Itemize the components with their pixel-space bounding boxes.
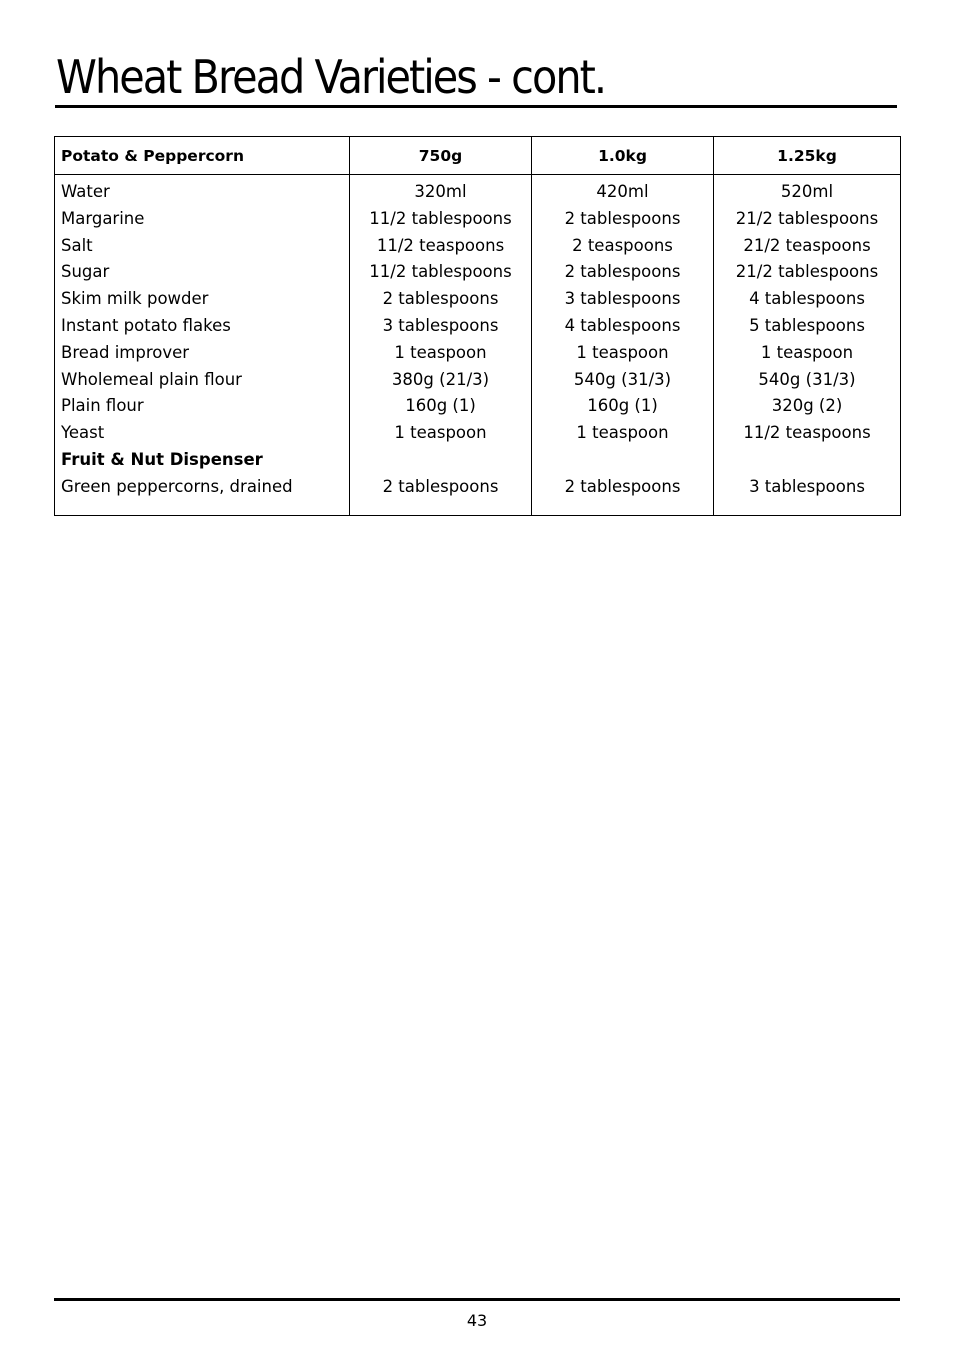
header-1-0kg: 1.0kg bbox=[532, 137, 714, 175]
page-title: Wheat Bread Varieties - cont. bbox=[56, 50, 606, 104]
quantity-750g: 320ml bbox=[414, 182, 467, 201]
quantity-1-25kg bbox=[714, 447, 900, 474]
ingredient-name: Margarine bbox=[61, 208, 145, 228]
ingredient-column bbox=[55, 175, 350, 516]
quantity-1-0kg: 1 teaspoon bbox=[576, 342, 669, 362]
table-body-row bbox=[55, 175, 901, 516]
quantity-750g: 160g (1) bbox=[405, 396, 476, 416]
quantity-1-25kg: 540g (31/3) bbox=[758, 369, 856, 389]
quantity-750g: 1 teaspoon bbox=[394, 342, 487, 362]
quantity-1-0kg: 2 tablespoons bbox=[564, 262, 681, 282]
ingredient-name: Fruit & Nut Dispenser bbox=[61, 449, 263, 469]
footer-rule bbox=[54, 1298, 900, 1301]
quantity-column-1-25kg bbox=[714, 175, 901, 516]
quantity-750g: 380g (21/3) bbox=[391, 369, 490, 389]
quantity-1-0kg: 3 tablespoons bbox=[564, 289, 681, 309]
quantity-750g bbox=[350, 447, 531, 474]
page-number: 43 bbox=[466, 1311, 488, 1330]
quantity-column-1-0kg bbox=[532, 175, 714, 516]
quantity-1-0kg: 1 teaspoon bbox=[576, 423, 669, 443]
quantity-750g: 1 teaspoon bbox=[394, 423, 487, 443]
quantity-1-0kg: 2 teaspoons bbox=[572, 235, 673, 255]
quantity-750g: 2 tablespoons bbox=[382, 476, 499, 496]
quantity-750g: 3 tablespoons bbox=[382, 315, 499, 335]
ingredient-name: Water bbox=[61, 182, 110, 201]
quantity-1-0kg: 4 tablespoons bbox=[564, 315, 681, 335]
recipe-table bbox=[54, 136, 901, 516]
quantity-1-25kg: 21/2 teaspoons bbox=[743, 235, 871, 255]
quantity-1-25kg: 320g (2) bbox=[771, 396, 843, 416]
title-underline bbox=[55, 105, 897, 108]
quantity-750g: 11/2 tablespoons bbox=[369, 262, 512, 282]
quantity-750g: 11/2 teaspoons bbox=[376, 235, 505, 255]
ingredient-name: Bread improver bbox=[61, 342, 190, 362]
quantity-1-0kg: 160g (1) bbox=[587, 396, 658, 416]
ingredient-name: Instant potato flakes bbox=[61, 315, 231, 335]
quantity-750g: 11/2 tablespoons bbox=[369, 208, 512, 228]
quantity-750g: 2 tablespoons bbox=[382, 289, 499, 309]
quantity-1-25kg: 21/2 tablespoons bbox=[735, 208, 879, 228]
quantity-1-25kg: 520ml bbox=[780, 182, 834, 201]
header-750g: 750g bbox=[350, 137, 532, 175]
quantity-1-25kg: 21/2 tablespoons bbox=[735, 262, 879, 282]
quantity-1-0kg: 420ml bbox=[596, 182, 649, 201]
quantity-column-750g bbox=[350, 175, 532, 516]
ingredient-name: Plain flour bbox=[61, 396, 144, 416]
ingredient-name: Sugar bbox=[61, 262, 110, 282]
quantity-1-0kg: 2 tablespoons bbox=[564, 476, 681, 496]
ingredient-name: Yeast bbox=[61, 423, 105, 443]
quantity-1-25kg: 4 tablespoons bbox=[749, 289, 865, 309]
ingredient-name: Green peppercorns, drained bbox=[61, 476, 293, 496]
quantity-1-0kg: 2 tablespoons bbox=[564, 208, 681, 228]
quantity-1-0kg: 540g (31/3) bbox=[573, 369, 672, 389]
quantity-1-25kg: 5 tablespoons bbox=[749, 315, 865, 335]
header-recipe-name: Potato & Peppercorn bbox=[55, 137, 350, 175]
quantity-1-25kg: 1 teaspoon bbox=[760, 342, 854, 362]
quantity-1-25kg: 11/2 teaspoons bbox=[743, 423, 871, 443]
quantity-1-0kg bbox=[532, 447, 713, 474]
quantity-1-25kg: 3 tablespoons bbox=[749, 476, 865, 496]
header-1-25kg: 1.25kg bbox=[714, 137, 901, 175]
ingredient-name: Wholemeal plain flour bbox=[61, 369, 242, 389]
ingredient-name: Skim milk powder bbox=[61, 289, 209, 309]
ingredient-name: Salt bbox=[61, 235, 93, 255]
table-header-row bbox=[55, 137, 901, 175]
